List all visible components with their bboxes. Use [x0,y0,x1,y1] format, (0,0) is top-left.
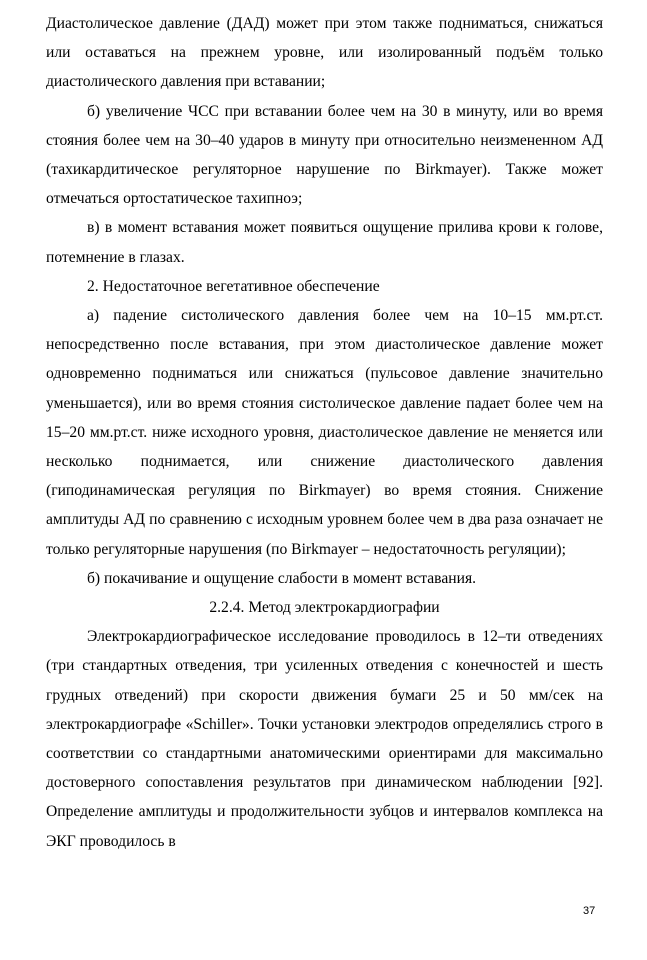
paragraph-item-v-blood-rush: в) в момент вставания может появиться ощущение прилива крови к голове, потемнение в глазах. [46,219,603,266]
section-heading: 2.2.4. Метод электрокардиографии [209,599,440,617]
paragraph-item-b-heart-rate: б) увеличение ЧСС при вставании более чем на 30 в минуту, или во время стояния более чем на 30–40 ударов в минуту при относительно неизмененном АД (тахикардитическое регуляторное нарушение по Birkmayer). Также может отмечаться ортостатическое тахипноэ; [46,102,603,208]
paragraph-ecg-method: Электрокардиографическое исследование проводилось в 12–ти отведениях (три стандартных отведения, три усиленных отведения с конечностей и шесть грудных отведений) при скорости движения бумаги 25 и 50 мм/сек на электрокардиографе «Schiller». Точки установки электродов определялись строго в соответствии со стандартными анатомическими ориентирами для максимально достоверного сопоставления результатов при динамическом наблюдении [92]. Определение амплитуды и продолжительности зубцов и интервалов комплекса на ЭКГ проводилось в [46,628,603,850]
paragraph-item-a-systolic-drop: а) падение систолического давления более чем на 10–15 мм.рт.ст. непосредственно после вставания, при этом диастолическое давление может одновременно подниматься или снижаться (пульсовое давление значительно уменьшается), или во время стояния систолическое давление падает более чем на 15–20 мм.рт.ст. ниже исходного уровня, диастолическое давление не меняется или несколько поднимается, или снижение диастолического давления (гиподинамическая регуляция по Birkmayer) во время стояния. Снижение амплитуды АД по сравнению с исходным уровнем более чем в два раза означает не только регуляторные нарушения (по Birkmayer – недостаточность регуляции); [46,307,603,558]
document-body [46,9,603,856]
page-number: 37 [583,905,596,917]
paragraph-item-b-swaying: б) покачивание и ощущение слабости в момент вставания. [87,569,477,587]
paragraph-insufficient-support: 2. Недостаточное вегетативное обеспечение [87,277,380,295]
paragraph-diastolic-pressure: Диастолическое давление (ДАД) может при этом также подниматься, снижаться или оставаться на прежнем уровне, или изолированный подъём только диастолического давления при вставании; [46,15,603,91]
